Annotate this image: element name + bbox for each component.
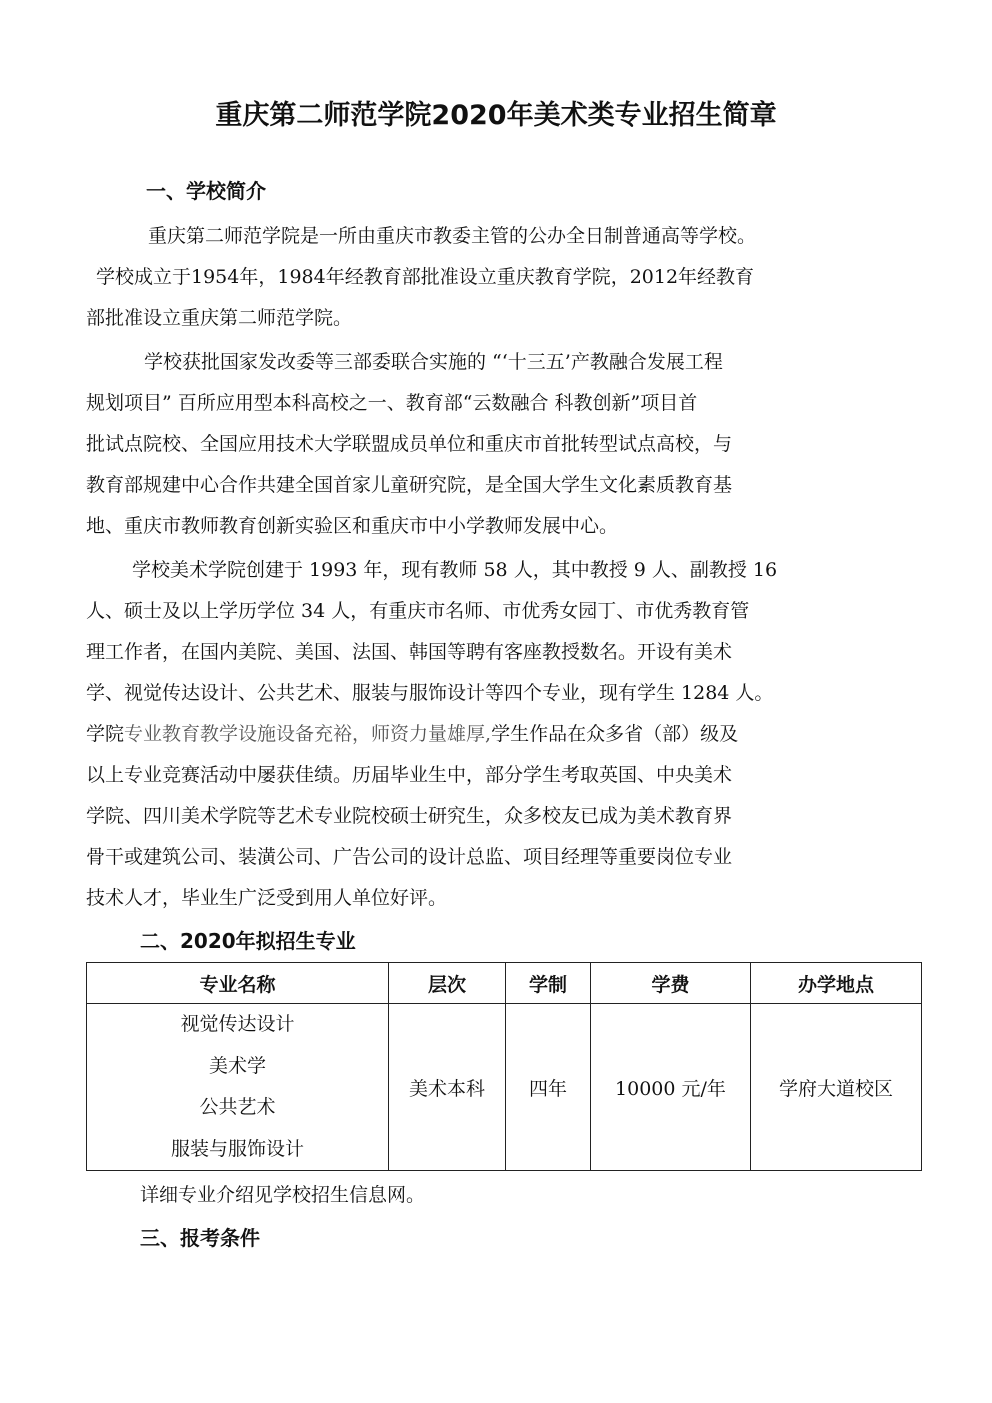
table-row bbox=[87, 1004, 922, 1171]
major-name: 公共艺术 bbox=[199, 1096, 276, 1118]
text-segment: 学生作品在众多省（部）级及 bbox=[491, 723, 739, 745]
column-header-duration: 学制 bbox=[506, 963, 591, 1004]
majors-note: 详细专业介绍见学校招生信息网。 bbox=[140, 1184, 426, 1206]
major-name: 服装与服饰设计 bbox=[170, 1137, 304, 1160]
fee-cell: 10000 元/年 bbox=[591, 1004, 751, 1171]
art-school-paragraph-line: 学校美术学院创建于 1993 年，现有教师 58 人，其中教授 9 人、副教授 16 bbox=[132, 559, 778, 581]
major-name: 视觉传达设计 bbox=[180, 1013, 295, 1035]
column-header-location: 办学地点 bbox=[751, 963, 922, 1004]
major-name: 美术学 bbox=[208, 1054, 266, 1077]
accreditation-paragraph-line: 教育部规建中心合作共建全国首家儿童研究院，是全国大学生文化素质教育基 bbox=[86, 474, 733, 496]
accreditation-paragraph-line: 地、重庆市教师教育创新实验区和重庆市中小学教师发展中心。 bbox=[86, 515, 619, 537]
art-school-paragraph-line: 学院、四川美术学院等艺术专业院校硕士研究生，众多校友已成为美术教育界 bbox=[86, 805, 733, 827]
intro-paragraph-line: 重庆第二师范学院是一所由重庆市教委主管的公办全日制普通高等学校。 bbox=[148, 225, 757, 247]
section-heading-eligibility: 三、报考条件 bbox=[140, 1226, 260, 1250]
highlighted-text: 专业教育教学设施设备充裕，师资力量雄厚, bbox=[124, 723, 492, 745]
location-cell: 学府大道校区 bbox=[751, 1004, 922, 1171]
section-heading-majors: 二、2020年拟招生专业 bbox=[140, 929, 356, 953]
accreditation-paragraph-line: 批试点院校、全国应用技术大学联盟成员单位和重庆市首批转型试点高校，与 bbox=[86, 433, 733, 455]
table-header-row bbox=[87, 963, 922, 1004]
art-school-paragraph-line: 骨干或建筑公司、装潢公司、广告公司的设计总监、项目经理等重要岗位专业 bbox=[86, 846, 733, 868]
column-header-major: 专业名称 bbox=[87, 963, 389, 1004]
art-school-paragraph-line: 理工作者，在国内美院、美国、法国、韩国等聘有客座教授数名。开设有美术 bbox=[86, 641, 733, 663]
section-heading-intro: 一、学校简介 bbox=[146, 179, 266, 203]
accreditation-paragraph-line: 学校获批国家发改委等三部委联合实施的 “‘十三五’产教融合发展工程 bbox=[144, 351, 723, 373]
level-cell: 美术本科 bbox=[389, 1004, 506, 1171]
art-school-paragraph-line: 技术人才，毕业生广泛受到用人单位好评。 bbox=[86, 887, 448, 909]
intro-paragraph-line: 部批准设立重庆第二师范学院。 bbox=[86, 307, 353, 329]
accreditation-paragraph-line: 规划项目” 百所应用型本科高校之一、教育部“云数融合 科教创新”项目首 bbox=[86, 392, 698, 414]
duration-cell: 四年 bbox=[506, 1004, 591, 1171]
intro-paragraph-line: 学校成立于1954年，1984年经教育部批准设立重庆教育学院，2012年经教育 bbox=[96, 266, 755, 288]
art-school-paragraph-line bbox=[86, 714, 738, 755]
art-school-paragraph-line: 学、视觉传达设计、公共艺术、服装与服饰设计等四个专业，现有学生 1284 人。 bbox=[86, 682, 774, 704]
page-title: 重庆第二师范学院2020年美术类专业招生简章 bbox=[215, 100, 777, 131]
majors-cell bbox=[87, 1004, 389, 1171]
column-header-fee: 学费 bbox=[591, 963, 751, 1004]
majors-table bbox=[86, 962, 922, 1171]
art-school-paragraph-line: 人、硕士及以上学历学位 34 人，有重庆市名师、市优秀女园丁、市优秀教育管 bbox=[86, 600, 750, 622]
text-segment: 学院 bbox=[86, 723, 125, 745]
column-header-level: 层次 bbox=[389, 963, 506, 1004]
art-school-paragraph-line: 以上专业竞赛活动中屡获佳绩。历届毕业生中，部分学生考取英国、中央美术 bbox=[86, 764, 733, 786]
